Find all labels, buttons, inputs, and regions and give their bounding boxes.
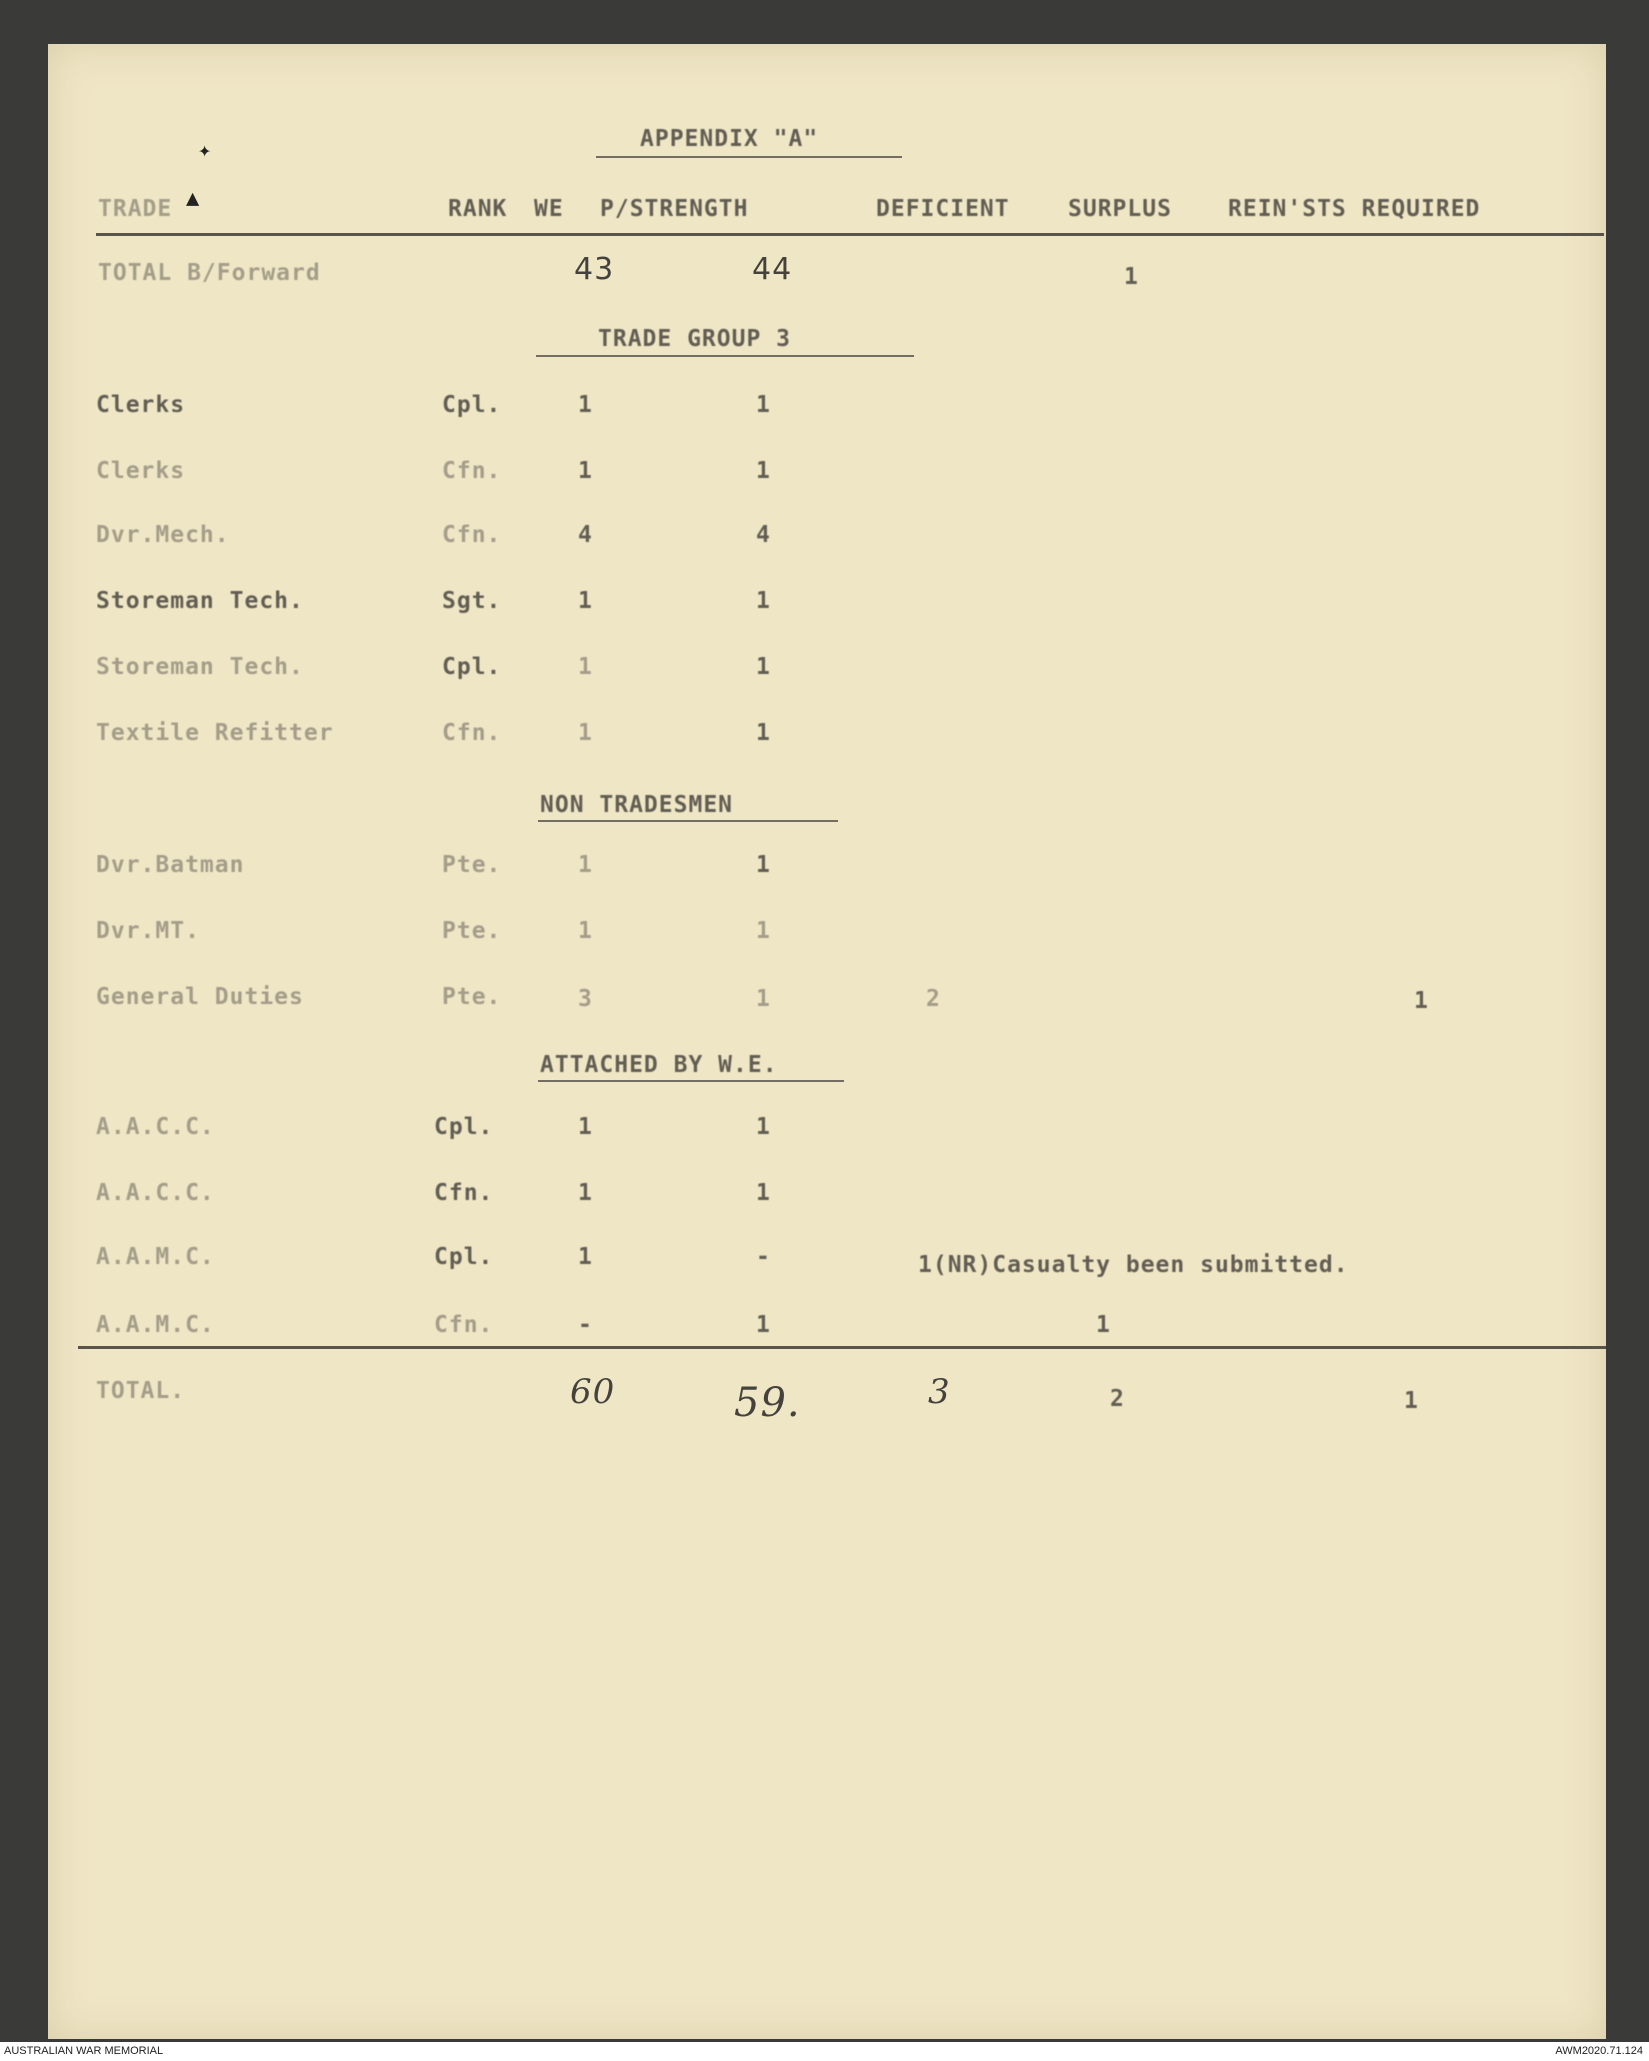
total-label: TOTAL. bbox=[96, 1378, 186, 1404]
we-cell: 1 bbox=[578, 1244, 593, 1270]
rank-cell: Cfn. bbox=[442, 720, 502, 746]
rank-cell: Pte. bbox=[442, 918, 502, 944]
deficient-cell: 1(NR)Casualty been submitted. bbox=[918, 1252, 1349, 1278]
surplus-cell: 1 bbox=[1096, 1312, 1111, 1338]
trade-cell: Textile Refitter bbox=[96, 720, 334, 746]
rank-cell: Cpl. bbox=[442, 654, 502, 680]
trade-cell: Dvr.Batman bbox=[96, 852, 245, 878]
header-deficient: DEFICIENT bbox=[876, 196, 1010, 222]
we-cell: 1 bbox=[578, 1180, 593, 1206]
we-cell: 1 bbox=[578, 1114, 593, 1140]
we-cell: 1 bbox=[578, 720, 593, 746]
header-reinforcements: REIN'STS REQUIRED bbox=[1228, 196, 1481, 222]
rank-cell: Cfn. bbox=[434, 1180, 494, 1206]
rank-cell: Sgt. bbox=[442, 588, 502, 614]
trade-cell: General Duties bbox=[96, 984, 304, 1010]
section-heading-attached: ATTACHED BY W.E. bbox=[540, 1052, 778, 1078]
rank-cell: Cfn. bbox=[434, 1312, 494, 1338]
rank-cell: Cpl. bbox=[434, 1244, 494, 1270]
bf-surplus: 1 bbox=[1124, 264, 1139, 290]
total-deficient: 3 bbox=[928, 1372, 951, 1412]
rank-cell: Pte. bbox=[442, 984, 502, 1010]
header-rank: RANK bbox=[448, 196, 508, 222]
trade-cell: Dvr.MT. bbox=[96, 918, 200, 944]
footer-institution: AUSTRALIAN WAR MEMORIAL bbox=[4, 2045, 164, 2057]
rank-cell: Pte. bbox=[442, 852, 502, 878]
section-underline-3 bbox=[538, 1080, 844, 1082]
trade-cell: A.A.M.C. bbox=[96, 1312, 215, 1338]
total-surplus: 2 bbox=[1110, 1386, 1125, 1412]
document-page bbox=[48, 44, 1606, 2039]
total-reinforcements: 1 bbox=[1404, 1388, 1419, 1414]
ink-mark-2: ▲ bbox=[186, 186, 200, 211]
we-cell: 1 bbox=[578, 588, 593, 614]
we-cell: 1 bbox=[578, 392, 593, 418]
ink-mark-1: ✦ bbox=[198, 138, 212, 163]
strength-cell: 1 bbox=[756, 986, 771, 1012]
section-underline-1 bbox=[536, 355, 914, 357]
header-trade: TRADE bbox=[98, 196, 173, 222]
strength-cell: 1 bbox=[756, 588, 771, 614]
we-cell: 1 bbox=[578, 918, 593, 944]
trade-cell: Dvr.Mech. bbox=[96, 522, 230, 548]
bf-label: TOTAL B/Forward bbox=[98, 260, 321, 286]
strength-cell: 1 bbox=[756, 1312, 771, 1338]
trade-cell: Clerks bbox=[96, 458, 186, 484]
trade-cell: Storeman Tech. bbox=[96, 588, 304, 614]
section-heading-non-tradesmen: NON TRADESMEN bbox=[540, 792, 734, 818]
strength-cell: 1 bbox=[756, 852, 771, 878]
header-strength: P/STRENGTH bbox=[600, 196, 749, 222]
strength-cell: 1 bbox=[756, 654, 771, 680]
strength-cell: 1 bbox=[756, 1180, 771, 1206]
strength-cell: - bbox=[756, 1244, 771, 1270]
header-we: WE bbox=[534, 196, 564, 222]
trade-cell: A.A.C.C. bbox=[96, 1114, 215, 1140]
rank-cell: Cfn. bbox=[442, 522, 502, 548]
rank-cell: Cfn. bbox=[442, 458, 502, 484]
we-cell: 4 bbox=[578, 522, 593, 548]
trade-cell: A.A.C.C. bbox=[96, 1180, 215, 1206]
we-cell: - bbox=[578, 1312, 593, 1338]
total-strength: 59. bbox=[734, 1380, 801, 1426]
strength-cell: 1 bbox=[756, 1114, 771, 1140]
bf-strength: 44 bbox=[752, 252, 793, 287]
we-cell: 3 bbox=[578, 986, 593, 1012]
rank-cell: Cpl. bbox=[434, 1114, 494, 1140]
we-cell: 1 bbox=[578, 458, 593, 484]
strength-cell: 1 bbox=[756, 720, 771, 746]
total-rule bbox=[78, 1346, 1606, 1349]
page-title: APPENDIX "A" bbox=[640, 126, 819, 152]
trade-cell: Storeman Tech. bbox=[96, 654, 304, 680]
rank-cell: Cpl. bbox=[442, 392, 502, 418]
deficient-cell: 2 bbox=[926, 986, 941, 1012]
trade-cell: Clerks bbox=[96, 392, 186, 418]
section-underline-2 bbox=[538, 820, 838, 822]
section-heading-trade-group: TRADE GROUP 3 bbox=[598, 326, 792, 352]
strength-cell: 1 bbox=[756, 458, 771, 484]
reinforcements-cell: 1 bbox=[1414, 988, 1429, 1014]
strength-cell: 1 bbox=[756, 918, 771, 944]
title-underline bbox=[596, 156, 902, 158]
header-surplus: SURPLUS bbox=[1068, 196, 1172, 222]
trade-cell: A.A.M.C. bbox=[96, 1244, 215, 1270]
bf-we: 43 bbox=[574, 252, 615, 287]
footer-reference: AWM2020.71.124 bbox=[1555, 2045, 1643, 2057]
strength-cell: 1 bbox=[756, 392, 771, 418]
we-cell: 1 bbox=[578, 852, 593, 878]
strength-cell: 4 bbox=[756, 522, 771, 548]
we-cell: 1 bbox=[578, 654, 593, 680]
total-we: 60 bbox=[570, 1372, 616, 1412]
header-rule bbox=[96, 233, 1604, 236]
archive-footer bbox=[0, 2042, 1649, 2061]
